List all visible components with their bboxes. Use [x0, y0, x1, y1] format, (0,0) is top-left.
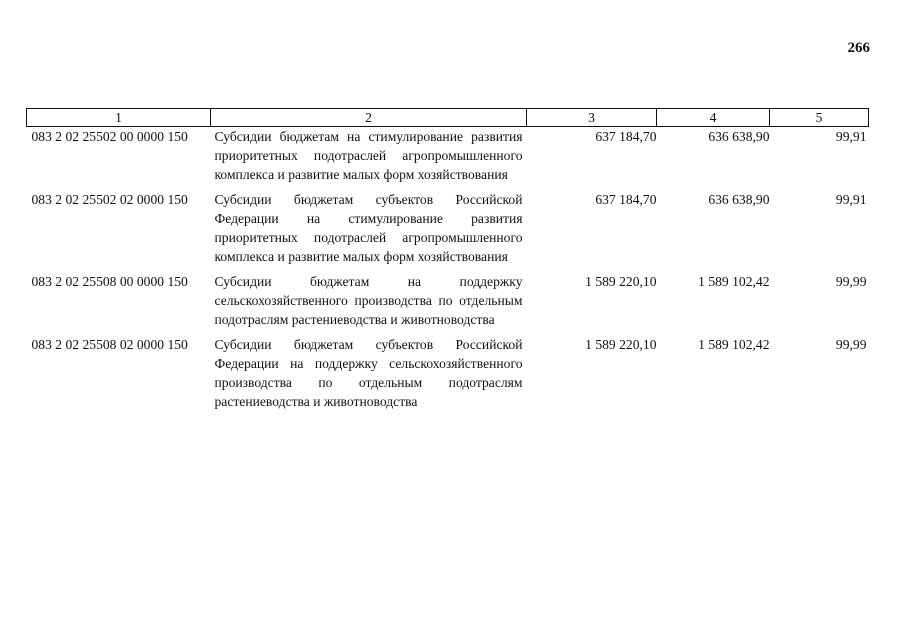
table-body	[27, 127, 869, 418]
header-cell-3: 3	[527, 109, 657, 127]
budget-table	[26, 108, 869, 417]
planned-amount: 637 184,70	[595, 192, 657, 207]
execution-percent: 99,99	[835, 337, 867, 352]
header-row	[27, 109, 869, 127]
actual-amount: 636 638,90	[708, 192, 770, 207]
planned-amount: 1 589 220,10	[585, 337, 657, 352]
budget-description: Субсидии бюджетам субъектов Российской Федерации на поддержку сельскохозяйственного производства по отдельным подотраслям растениеводства и животноводства	[214, 337, 523, 409]
execution-percent: 99,99	[835, 274, 867, 289]
actual-amount: 636 638,90	[708, 129, 770, 144]
planned-amount: 1 589 220,10	[585, 274, 657, 289]
execution-percent: 99,91	[835, 129, 867, 144]
table-row	[27, 190, 869, 272]
table-row	[27, 335, 869, 417]
table-row	[27, 127, 869, 191]
header-cell-4: 4	[657, 109, 770, 127]
budget-code: 083 2 02 25508 02 0000 150	[31, 337, 188, 352]
header-cell-5: 5	[770, 109, 869, 127]
budget-code: 083 2 02 25502 02 0000 150	[31, 192, 188, 207]
budget-description: Субсидии бюджетам субъектов Российской Федерации на стимулирование развития приоритетных подотраслей агропромышленного комплекса и развитие малых форм хозяйствования	[214, 192, 523, 264]
planned-amount: 637 184,70	[595, 129, 657, 144]
budget-code: 083 2 02 25502 00 0000 150	[31, 129, 188, 144]
budget-code: 083 2 02 25508 00 0000 150	[31, 274, 188, 289]
budget-description: Субсидии бюджетам на стимулирование развития приоритетных подотраслей агропромышленного комплекса и развитие малых форм хозяйствования	[214, 129, 523, 182]
table-row	[27, 272, 869, 335]
table-header	[27, 109, 869, 127]
actual-amount: 1 589 102,42	[698, 337, 770, 352]
budget-description: Субсидии бюджетам на поддержку сельскохозяйственного производства по отдельным подотраслям растениеводства и животноводства	[214, 274, 523, 327]
actual-amount: 1 589 102,42	[698, 274, 770, 289]
header-cell-2: 2	[211, 109, 527, 127]
header-cell-1: 1	[27, 109, 211, 127]
page-number: 266	[847, 40, 870, 56]
execution-percent: 99,91	[835, 192, 867, 207]
